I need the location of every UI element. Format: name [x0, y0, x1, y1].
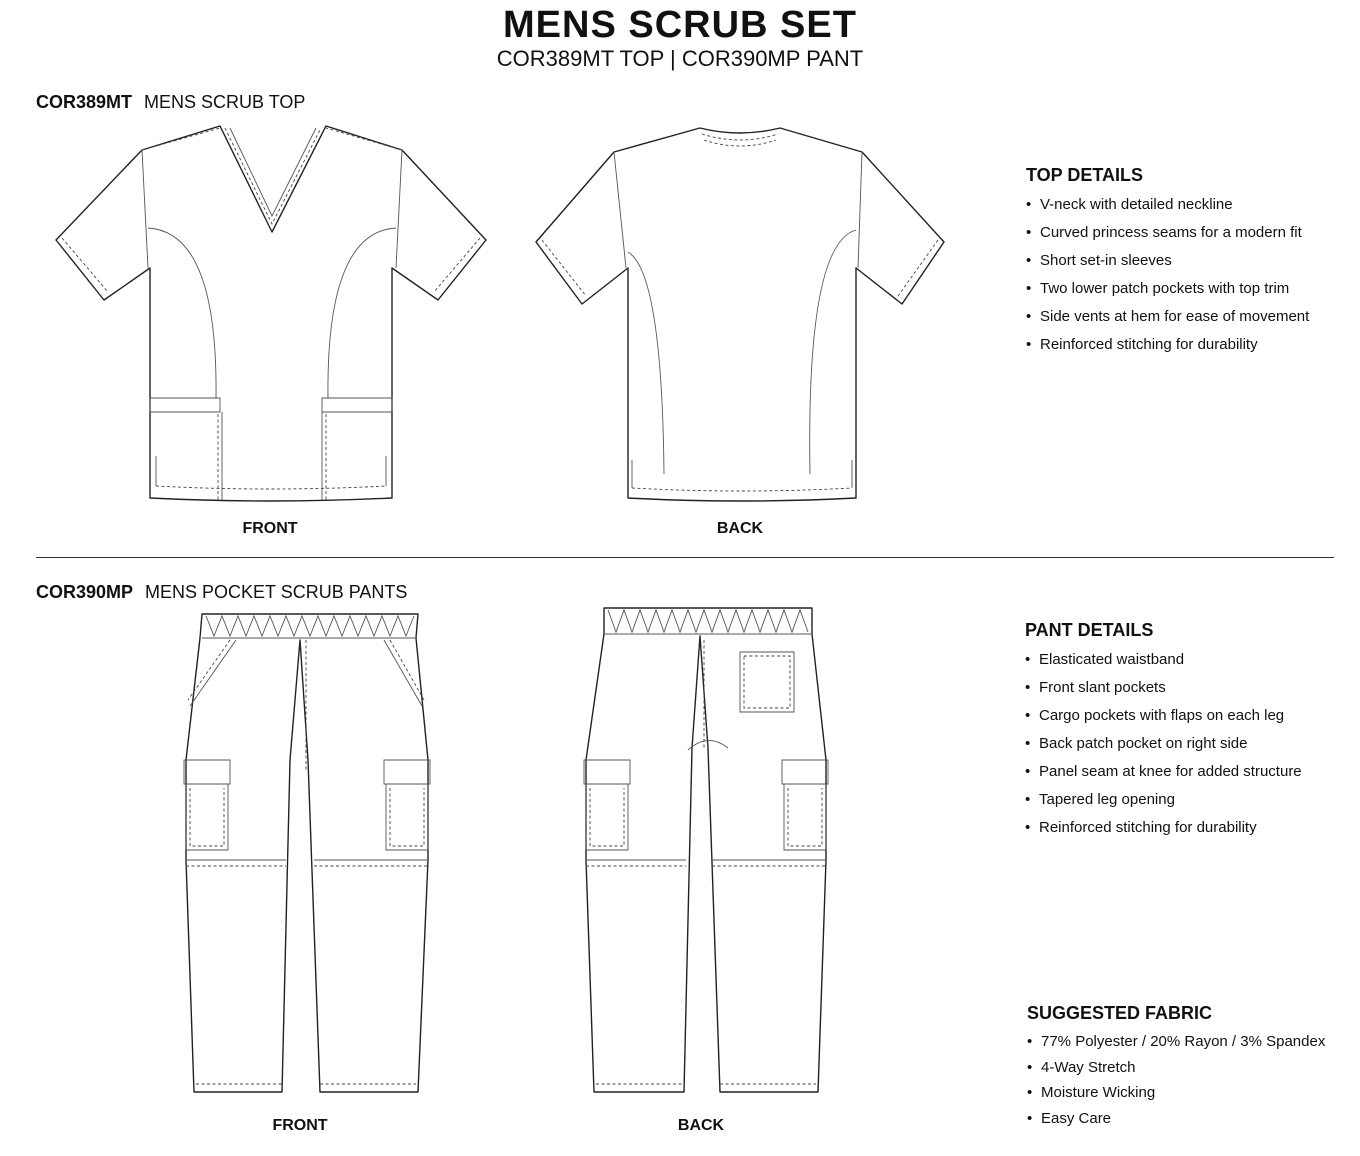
scrub-top-front-sketch: [50, 120, 490, 510]
pant-details-list: [1025, 649, 1302, 845]
list-item: • Reinforced stitching for durability: [1025, 817, 1302, 845]
top-style-name: MENS SCRUB TOP: [144, 92, 306, 112]
list-item: • Two lower patch pockets with top trim: [1026, 278, 1309, 306]
top-front-label: FRONT: [242, 520, 298, 537]
top-details-list: [1026, 194, 1309, 362]
scrub-pant-back-sketch: [580, 600, 832, 1096]
list-item: • 77% Polyester / 20% Rayon / 3% Spandex: [1027, 1032, 1325, 1058]
top-back-label: BACK: [716, 520, 764, 537]
pant-details: [1025, 620, 1302, 845]
pant-style-code: COR390MP: [36, 582, 134, 602]
fabric-title: SUGGESTED FABRIC: [1027, 1003, 1213, 1023]
list-item: • 4-Way Stretch: [1027, 1058, 1325, 1084]
list-item: • Cargo pockets with flaps on each leg: [1025, 705, 1302, 733]
list-item: • Easy Care: [1027, 1109, 1325, 1135]
page-subtitle: COR389MT TOP | COR390MP PANT: [496, 46, 864, 71]
list-item: • Reinforced stitching for durability: [1026, 334, 1309, 362]
pant-back-label: BACK: [677, 1117, 725, 1134]
fabric-list: [1027, 1032, 1325, 1134]
top-section-heading: [36, 92, 305, 113]
scrub-pant-front-sketch: [178, 608, 438, 1098]
top-details-title: TOP DETAILS: [1026, 165, 1144, 185]
list-item: • Back patch pocket on right side: [1025, 733, 1302, 761]
top-details: [1026, 165, 1309, 362]
fabric-details: [1027, 1003, 1325, 1134]
list-item: • Curved princess seams for a modern fit: [1026, 222, 1309, 250]
top-style-code: COR389MT: [36, 92, 133, 112]
page-title: MENS SCRUB SET: [503, 4, 857, 46]
list-item: • Elasticated waistband: [1025, 649, 1302, 677]
list-item: • Short set-in sleeves: [1026, 250, 1309, 278]
pant-details-title: PANT DETAILS: [1025, 620, 1154, 640]
pant-style-name: MENS POCKET SCRUB PANTS: [145, 582, 408, 602]
list-item: • Side vents at hem for ease of movement: [1026, 306, 1309, 334]
pant-section-heading: [36, 582, 407, 603]
list-item: • Moisture Wicking: [1027, 1083, 1325, 1109]
section-divider: [36, 557, 1334, 558]
scrub-top-back-sketch: [530, 120, 950, 510]
list-item: • Front slant pockets: [1025, 677, 1302, 705]
list-item: • V-neck with detailed neckline: [1026, 194, 1309, 222]
list-item: • Tapered leg opening: [1025, 789, 1302, 817]
list-item: • Panel seam at knee for added structure: [1025, 761, 1302, 789]
pant-front-label: FRONT: [272, 1117, 328, 1134]
